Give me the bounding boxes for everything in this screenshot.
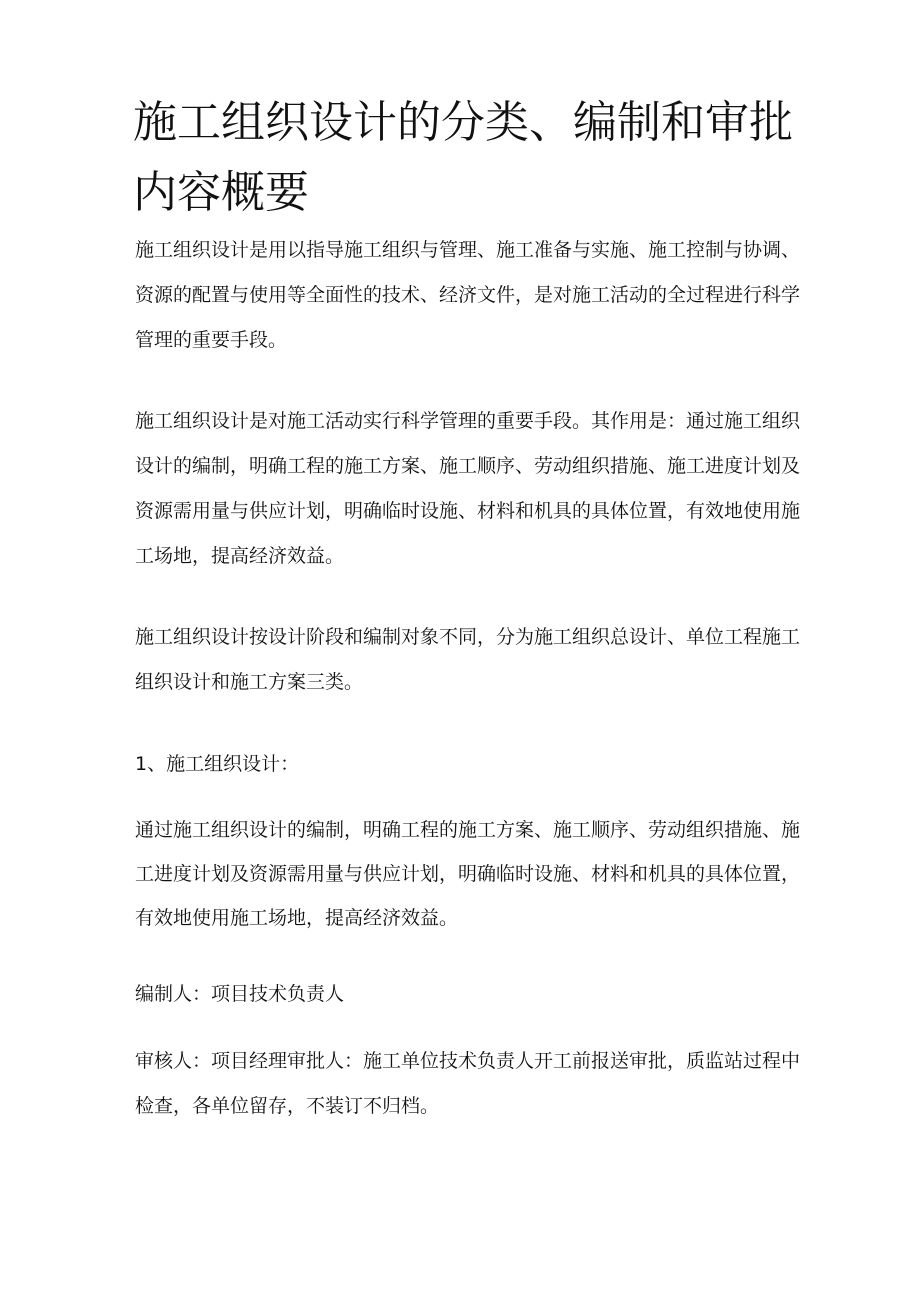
paragraph-definition: 施工组织设计是用以指导施工组织与管理、施工准备与实施、施工控制与协调、资源的配置与使用等全面性的技术、经济文件，是对施工活动的全过程进行科学管理的重要手段。 (135, 239, 801, 351)
document-title: 施工组织设计的分类、编制和审批内容概要 (133, 97, 793, 218)
paragraph-section-1-body: 通过施工组织设计的编制，明确工程的施工方案、施工顺序、劳动组织措施、施工进度计划及资源需用量与供应计划，明确临时设施、材料和机具的具体位置，有效地使用施工场地，提高经济效益。 (135, 819, 801, 929)
paragraph-reviewer: 审核人：项目经理审批人：施工单位技术负责人开工前报送审批，质监站过程中检查，各单位留存，不装订不归档。 (135, 1050, 801, 1117)
paragraph-function: 施工组织设计是对施工活动实行科学管理的重要手段。其作用是：通过施工组织设计的编制，明确工程的施工方案、施工顺序、劳动组织措施、施工进度计划及资源需用量与供应计划，明确临时设施、材料和机具的具体位置，有效地使用施工场地，提高经济效益。 (135, 410, 801, 567)
paragraph-preparer: 编制人：项目技术负责人 (135, 983, 345, 1005)
section-heading-1: 1、施工组织设计： (135, 753, 300, 775)
paragraph-classification: 施工组织设计按设计阶段和编制对象不同，分为施工组织总设计、单位工程施工组织设计和施工方案三类。 (135, 626, 801, 693)
